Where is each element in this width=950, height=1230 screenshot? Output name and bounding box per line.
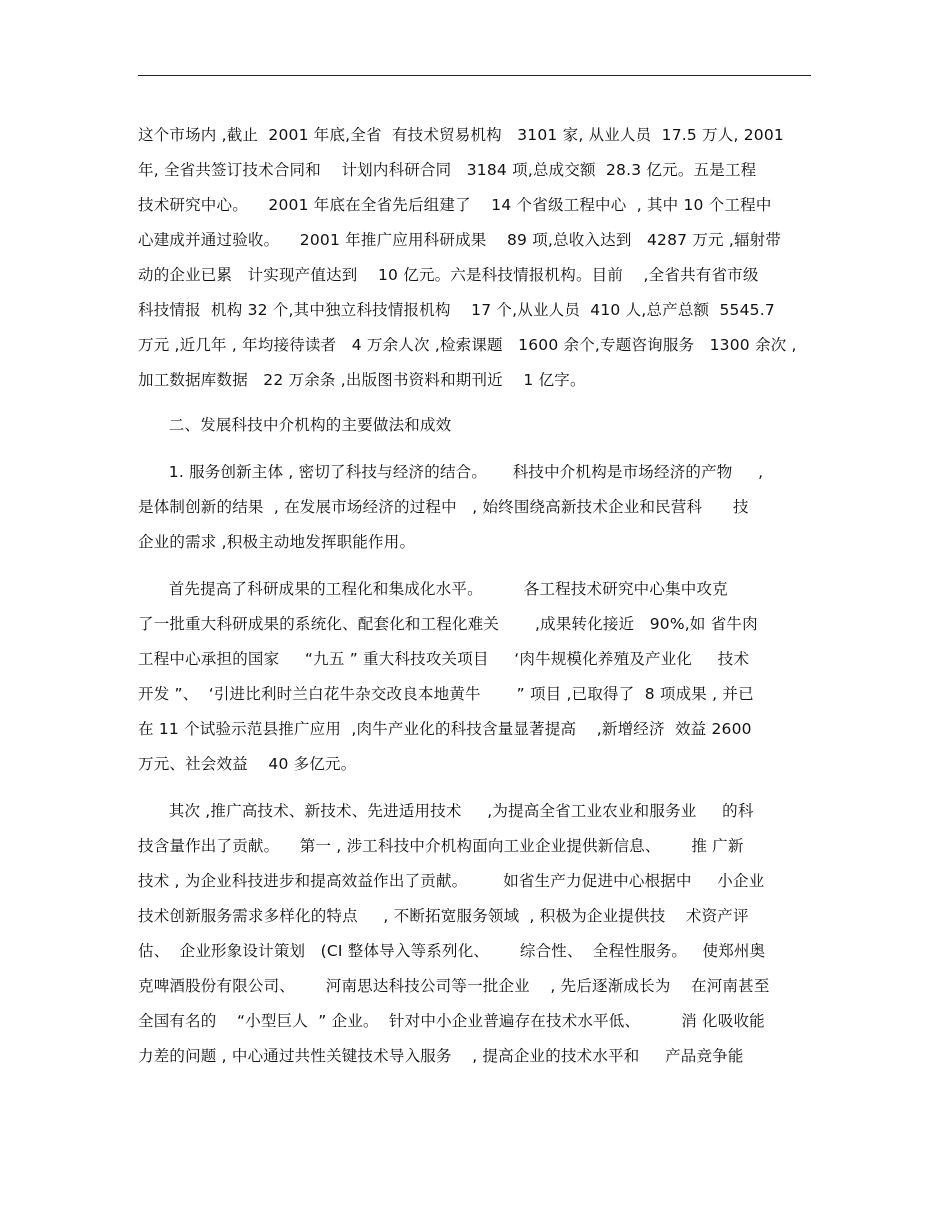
document-body xyxy=(138,118,828,1074)
text-line: 克啤酒股份有限公司、 河南思达科技公司等一批企业 , 先后逐渐成长为 在河南甚至 xyxy=(138,977,770,995)
section-heading-text: 二、发展科技中介机构的主要做法和成效 xyxy=(138,416,452,434)
text-line: 加工数据库数据 22 万余条 ,出版图书资料和期刊近 1 亿字。 xyxy=(138,371,586,389)
text-line: 全国有名的 “小型巨人 ” 企业。 针对中小企业普遍存在技术水平低、 消 化吸收能 xyxy=(138,1012,765,1030)
paragraph-service-innovation xyxy=(138,455,828,560)
text-line: 是体制创新的结果 , 在发展市场经济的过程中 , 始终围绕高新技术企业和民营科 技 xyxy=(138,498,749,516)
text-line: 其次 ,推广高技术、新技术、先进适用技术 ,为提高全省工业农业和服务业 的科 xyxy=(138,802,754,820)
text-line: 首先提高了科研成果的工程化和集成化水平。 各工程技术研究中心集中攻克 xyxy=(138,580,728,598)
text-line: 万元 ,近几年 , 年均接待读者 4 万余人次 ,检索课题 1600 余个,专题咨询服务 1300 余次 , xyxy=(138,336,797,354)
text-line: 动的企业已累 计实现产值达到 10 亿元。六是科技情报机构。目前 ,全省共有省市级 xyxy=(138,266,759,284)
text-line: 企业的需求 ,积极主动地发挥职能作用。 xyxy=(138,533,416,551)
section-heading xyxy=(138,408,828,443)
paragraph-tech-institutions xyxy=(138,118,828,398)
paragraph-technology-promotion xyxy=(138,794,828,1074)
text-line: 技含量作出了贡献。 第一 , 涉工科技中介机构面向工业企业提供新信息、 推 广新 xyxy=(138,837,744,855)
text-line: 开发 ”、 ‘引进比利时兰白花牛杂交改良本地黄牛 ” 项目 ,已取得了 8 项成果 , 并已 xyxy=(138,685,754,703)
text-line: 技术研究中心。 2001 年底在全省先后组建了 14 个省级工程中心 , 其中 10 个工程中 xyxy=(138,196,772,214)
text-line: 工程中心承担的国家 “九五 ” 重大科技攻关项目 ‘肉牛规模化养殖及产业化 技术 xyxy=(138,650,750,668)
header-rule xyxy=(138,75,811,76)
text-line: 技术 , 为企业科技进步和提高效益作出了贡献。 如省生产力促进中心根据中 小企业 xyxy=(138,872,765,890)
text-line: 万元、社会效益 40 多亿元。 xyxy=(138,755,357,773)
text-line: 估、 企业形象设计策划 (CI 整体导入等系列化、 综合性、 全程性服务。 使郑州奥 xyxy=(138,942,766,960)
text-line: 心建成并通过验收。 2001 年推广应用科研成果 89 项,总收入达到 4287 万元 ,辐射带 xyxy=(138,231,782,249)
text-line: 1. 服务创新主体 , 密切了科技与经济的结合。 科技中介机构是市场经济的产物 , xyxy=(138,463,764,481)
text-line: 在 11 个试验示范县推广应用 ,肉牛产业化的科技含量显著提高 ,新增经济 效益 2600 xyxy=(138,720,752,738)
text-line: 了一批重大科研成果的系统化、配套化和工程化难关 ,成果转化接近 90%,如 省牛肉 xyxy=(138,615,758,633)
text-line: 年, 全省共签订技术合同和 计划内科研合同 3184 项,总成交额 28.3 亿元。五是工程 xyxy=(138,161,757,179)
text-line: 力差的问题 , 中心通过共性关键技术导入服务 , 提高企业的技术水平和 产品竞争能 xyxy=(138,1047,744,1065)
text-line: 科技情报 机构 32 个,其中独立科技情报机构 17 个,从业人员 410 人,总产总额 5545.7 xyxy=(138,301,775,319)
paragraph-engineering-results xyxy=(138,572,828,782)
text-line: 技术创新服务需求多样化的特点 , 不断拓宽服务领域 , 积极为企业提供技 术资产评 xyxy=(138,907,749,925)
text-line: 这个市场内 ,截止 2001 年底,全省 有技术贸易机构 3101 家, 从业人员 17.5 万人, 2001 xyxy=(138,126,784,144)
